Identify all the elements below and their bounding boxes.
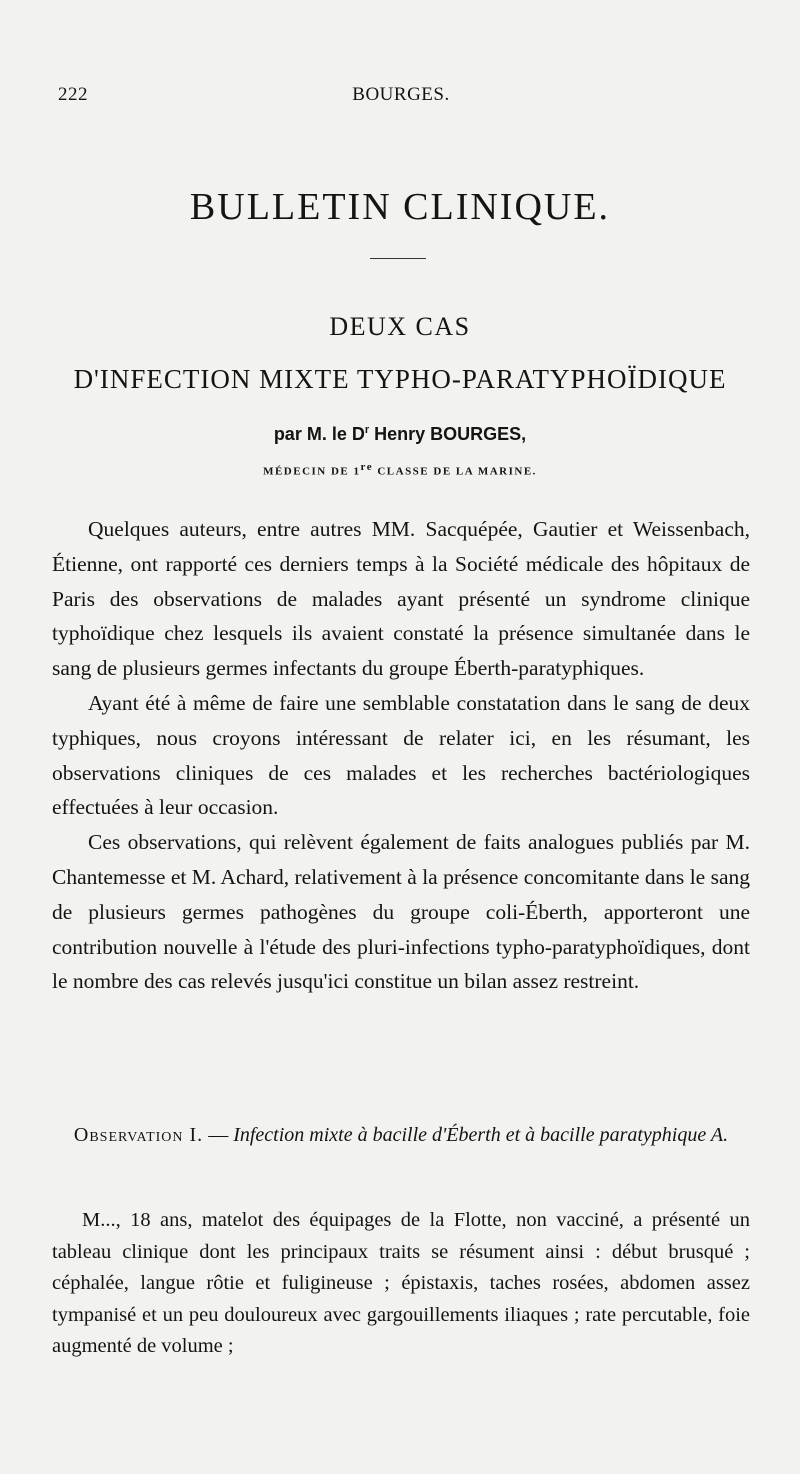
article-body: [52, 512, 750, 999]
paragraph: Ayant été à même de faire une semblable constatation dans le sang de deux typhiques, nous croyons intéressant de relater ici, en les résumant, les observations cliniques de ces malades et les recherches bactériologiques effectuées à leur occasion.: [52, 690, 750, 820]
observation-label: Observation I.: [73, 1124, 204, 1146]
byline: [0, 424, 800, 445]
author-name: Henry BOURGES,: [369, 424, 527, 444]
observation-heading: [52, 1120, 750, 1150]
running-title: BOURGES.: [352, 84, 450, 105]
affiliation-superscript: re: [360, 461, 374, 473]
affiliation-prefix: MÉDECIN DE 1: [263, 465, 361, 478]
observation-paragraph: M..., 18 ans, matelot des équipages de la Flotte, non vacciné, a présenté un tableau clinique dont les principaux traits se résument ainsi : début brusqué ; céphalée, langue rôtie et fuligineuse ; épistaxis, taches rosées, abdomen assez tympanisé et un peu douloureux avec gargouillements iliaques ; rate percutable, foie augmenté de volume ;: [52, 1209, 750, 1357]
paragraph: Quelques auteurs, entre autres MM. Sacquépée, Gautier et Weissenbach, Étienne, ont rapporté ces derniers temps à la Société médicale des hôpitaux de Paris des observations de malades ayant présenté un syndrome clinique typhoïdique chez lesquels ils avaient constaté la présence simultanée dans le sang de plusieurs germes infectants du groupe Éberth-paratyphiques.: [52, 517, 750, 681]
observation-body: [52, 1205, 750, 1363]
observation-title: Infection mixte à bacille d'Éberth et à bacille paratyphique A.: [233, 1124, 729, 1146]
observation-dash: —: [203, 1124, 234, 1146]
article-title-line-1: DEUX CAS: [329, 312, 471, 341]
byline-prefix: par M. le D: [273, 424, 365, 444]
page-number: 222: [58, 84, 88, 105]
running-head: [52, 84, 750, 108]
article-title-line-2: D'INFECTION MIXTE TYPHO-PARATYPHOÏDIQUE: [73, 364, 727, 394]
byline-superscript: r: [364, 424, 370, 436]
author-affiliation: [0, 461, 800, 478]
title-divider: [370, 258, 426, 259]
affiliation-suffix: CLASSE DE LA MARINE.: [373, 465, 537, 478]
paragraph: Ces observations, qui relèvent également de faits analogues publiés par M. Chantemesse et M. Achard, relativement à la présence concomitante dans le sang de plusieurs germes pathogènes du groupe coli-Éberth, apporteront une contribution nouvelle à l'étude des pluri-infections typho-paratyphoïdiques, dont le nombre des cas relevés jusqu'ici constitue un bilan assez restreint.: [52, 830, 750, 994]
section-title: BULLETIN CLINIQUE.: [189, 186, 611, 228]
